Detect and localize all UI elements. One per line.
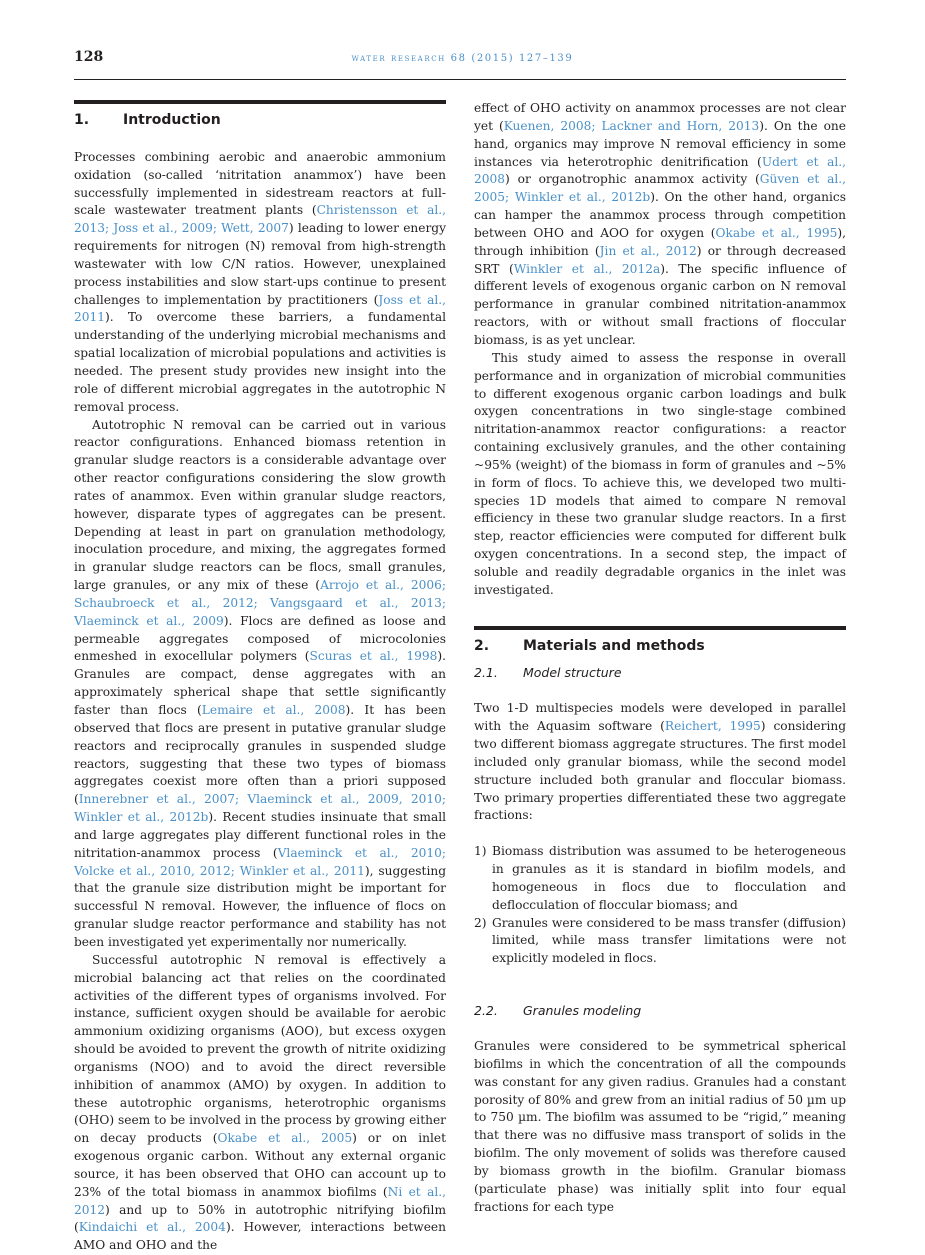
citation-link[interactable]: Winkler et al., 2012a [513, 261, 661, 276]
numbered-list [474, 843, 846, 968]
citation-link[interactable]: Okabe et al., 2005 [217, 1131, 353, 1146]
text-run: ). Flocs are defined as loose and permeable aggregates composed of microcolonies enmeshed in exocellular polymers ( [74, 613, 447, 664]
paragraph [474, 700, 846, 825]
text-run: ) or through decreased SRT ( [474, 243, 846, 276]
paragraph [474, 100, 846, 350]
citation-link[interactable]: Innerebner et al., 2007; Vlaeminck et al., 2009, 2010; Winkler et al., 2012b [74, 792, 446, 825]
text-run: ), suggesting that the granule size distribution might be important for successful N removal. However, the influence of flocs on granular sludge reactor performance and stability has not been investigated yet experimentally nor numerically. [74, 863, 446, 949]
paragraph: This study aimed to assess the response in overall performance and in organization of microbial communities to different exogenous organic carbon loadings and bulk oxygen concentrations in two single-stage combined nitritation-anammox reactor configurations: a reactor containing exclusively granules, and the other containing ~95% (weight) of the biomass in form of granules and ~5% in form of flocs. To achieve this, we developed two multi-species 1D models that aimed to compare N removal efficiency in these two granular sludge reactors. In a first step, reactor efficiencies were computed for different bulk oxygen concentrations. In a second step, the impact of soluble and readily degradable organics in the inlet was investigated. [474, 350, 846, 597]
subsection-title: Model structure [523, 665, 622, 681]
citation-link[interactable]: Scuras et al., 1998 [309, 649, 438, 664]
page-number: 128 [74, 49, 104, 65]
section-title: Materials and methods [523, 637, 705, 654]
citation-link[interactable]: Kindaichi et al., 2004 [78, 1220, 226, 1235]
section-heading-methods [474, 638, 846, 656]
text-run: effect of OHO activity on anammox processes are not clear yet ( [474, 101, 846, 133]
text-run: ). To overcome these barriers, a fundamental understanding of the underlying microbial mechanisms and spatial localization of microbial populations and activities is needed. The present study provides new insight into the role of different microbial aggregates in the autotrophic N removal process. [74, 310, 446, 414]
section-heading-introduction [74, 112, 446, 130]
subsection-title: Granules modeling [523, 1003, 642, 1019]
text-run: Two 1-D multispecies models were developed in parallel with the Aquasim software ( [474, 701, 846, 734]
text-run: Successful autotrophic N removal is effectively a microbial balancing act that relies on the coordinated activities of the different types of organisms involved. For instance, sufficient oxygen should be available for aerobic ammonium oxidizing organisms (AOO), but excess oxygen should be avoided to prevent the growth of nitrite oxidizing organisms (NOO) and to avoid the direct reversible inhibition of anammox (AMO) by oxygen. In addition to these autotrophic organisms, heterotrophic organisms (OHO) seem to be involved in the process by growing either on decay products ( [74, 952, 446, 1146]
text-run: Autotrophic N removal can be carried out in various reactor configurations. Enhanced biomass retention in granular sludge reactors is a considerable advantage over other reactor configurations considering the slow growth rates of anammox. Even within granular sludge reactors, however, disparate types of aggregates can be present. Depending at least in part on granulation methodology, inoculation procedure, and mixing, the aggregates formed in granular sludge reactors can be flocs, small granules, large granules, or any mix of these ( [74, 417, 446, 593]
citation-link[interactable]: Reichert, 1995 [664, 719, 761, 734]
running-head: water research 68 (2015) 127–139 [351, 53, 574, 64]
list-marker: 1) [474, 844, 487, 859]
list-text: Granules were considered to be mass transfer (diffusion) limited, while mass transfer limitations were not explicitly modeled in flocs. [492, 915, 846, 966]
text-run: ). Granules are compact, dense aggregates with an approximately spherical shape that settle significantly faster than flocs ( [74, 649, 446, 717]
citation-link[interactable]: Udert et al., 2008 [474, 154, 847, 187]
citation-link[interactable]: Joss et al., 2011 [74, 292, 446, 325]
right-column [474, 100, 846, 1216]
section-title: Introduction [123, 112, 221, 128]
citation-link[interactable]: Güven et al., 2005; Winkler et al., 2012b [474, 172, 846, 205]
text-run: ). On the other hand, organics can hamper the anammox process through competition between OHO and AOO for oxygen ( [474, 190, 846, 240]
text-run: ) and up to 50% in autotrophic nitrifying biofilm ( [74, 1202, 446, 1235]
text-run: ), through inhibition ( [474, 225, 846, 258]
paragraph [74, 952, 446, 1255]
text-run: Processes combining aerobic and anaerobic ammonium oxidation (so-called ‘nitritation anammox’) have been successfully implemented in sidestream reactors at full-scale wastewater treatment plants ( [74, 149, 446, 218]
section-number: 2. [474, 637, 490, 654]
subsection-number: 2.1. [474, 665, 498, 681]
text-run: ) considering two different biomass aggregate structures. The first model included only granular biomass, while the second model structure included both granular and floccular biomass. Two primary properties differentiated these two aggregate fractions: [474, 719, 847, 823]
list-item [474, 843, 846, 914]
list-item [474, 915, 846, 969]
citation-link[interactable]: Kuenen, 2008; Lackner and Horn, 2013 [503, 118, 760, 133]
citation-link[interactable]: Okabe et al., 1995 [715, 225, 838, 240]
section-rule [474, 626, 846, 630]
text-run: ). The specific influence of different levels of exogenous organic carbon on N removal performance in granular combined nitritation-anammox reactors, with or without small fractions of floccular biomass, is as yet unclear. [474, 261, 846, 347]
left-column [74, 100, 446, 1255]
citation-link[interactable]: Lemaire et al., 2008 [201, 703, 346, 717]
text-run: ). However, interactions between AMO and OHO and the [74, 1220, 446, 1253]
paragraph [74, 149, 446, 417]
text-run: ) or on inlet exogenous organic carbon. Without any external organic source, it has been observed that OHO can account up to 23% of the total biomass in anammox biofilms ( [74, 1131, 446, 1199]
citation-link[interactable]: Arrojo et al., 2006; Schaubroeck et al., 2012; Vangsgaard et al., 2013; Vlaeminck et al., 2009 [74, 578, 446, 628]
citation-link[interactable]: Jin et al., 2012 [599, 243, 697, 258]
subsection-heading-model-structure [474, 664, 846, 682]
paragraph: Granules were considered to be symmetrical spherical biofilms in which the concentration of all the compounds was constant for any given radius. Granules had a constant porosity of 80% and grew from an initial radius of 50 µm up to 750 µm. The biofilm was assumed to be “rigid,” meaning that there was no diffusive mass transport of solids in the biofilm. The only movement of solids was therefore caused by biomass growth in the biofilm. Granular biomass (particulate phase) was initially split into four equal fractions for each type [474, 1038, 846, 1214]
paragraph [74, 417, 446, 952]
text-run: ) or organotrophic anammox activity ( [505, 172, 760, 187]
text-run: ). Recent studies insinuate that small and large aggregates play different functional roles in the nitritation-anammox process ( [74, 810, 447, 860]
section-number: 1. [74, 112, 90, 128]
header-rule [74, 79, 846, 80]
citation-link[interactable]: Ni et al., 2012 [74, 1184, 446, 1217]
text-run: ). It has been observed that flocs are present in putative granular sludge reactors and reciprocally granules in suspended sludge reactors, suggesting that these two types of biomass aggregates coexist more often than a priori supposed ( [74, 703, 446, 807]
subsection-heading-granules-modeling [474, 1002, 846, 1020]
text-run: ). On the one hand, organics may improve N removal efficiency in some instances via heterotrophic denitrification ( [474, 118, 846, 169]
subsection-number: 2.2. [474, 1003, 498, 1019]
citation-link[interactable]: Christensson et al., 2013; Joss et al., 2009; Wett, 2007 [74, 203, 446, 236]
list-marker: 2) [474, 915, 487, 930]
citation-link[interactable]: Vlaeminck et al., 2010; Volcke et al., 2010, 2012; Winkler et al., 2011 [74, 845, 446, 878]
text-run: ) leading to lower energy requirements for nitrogen (N) removal from high-strength wastewater with low C/N ratios. However, unexplained process instabilities and slow start-ups continue to present challenges to implementation by practitioners ( [74, 221, 446, 307]
section-rule [74, 100, 446, 104]
list-text: Biomass distribution was assumed to be heterogeneous in granules as it is standard in biofilm models, and homogeneous in flocs due to flocculation and deflocculation of floccular biomass; and [492, 844, 846, 912]
